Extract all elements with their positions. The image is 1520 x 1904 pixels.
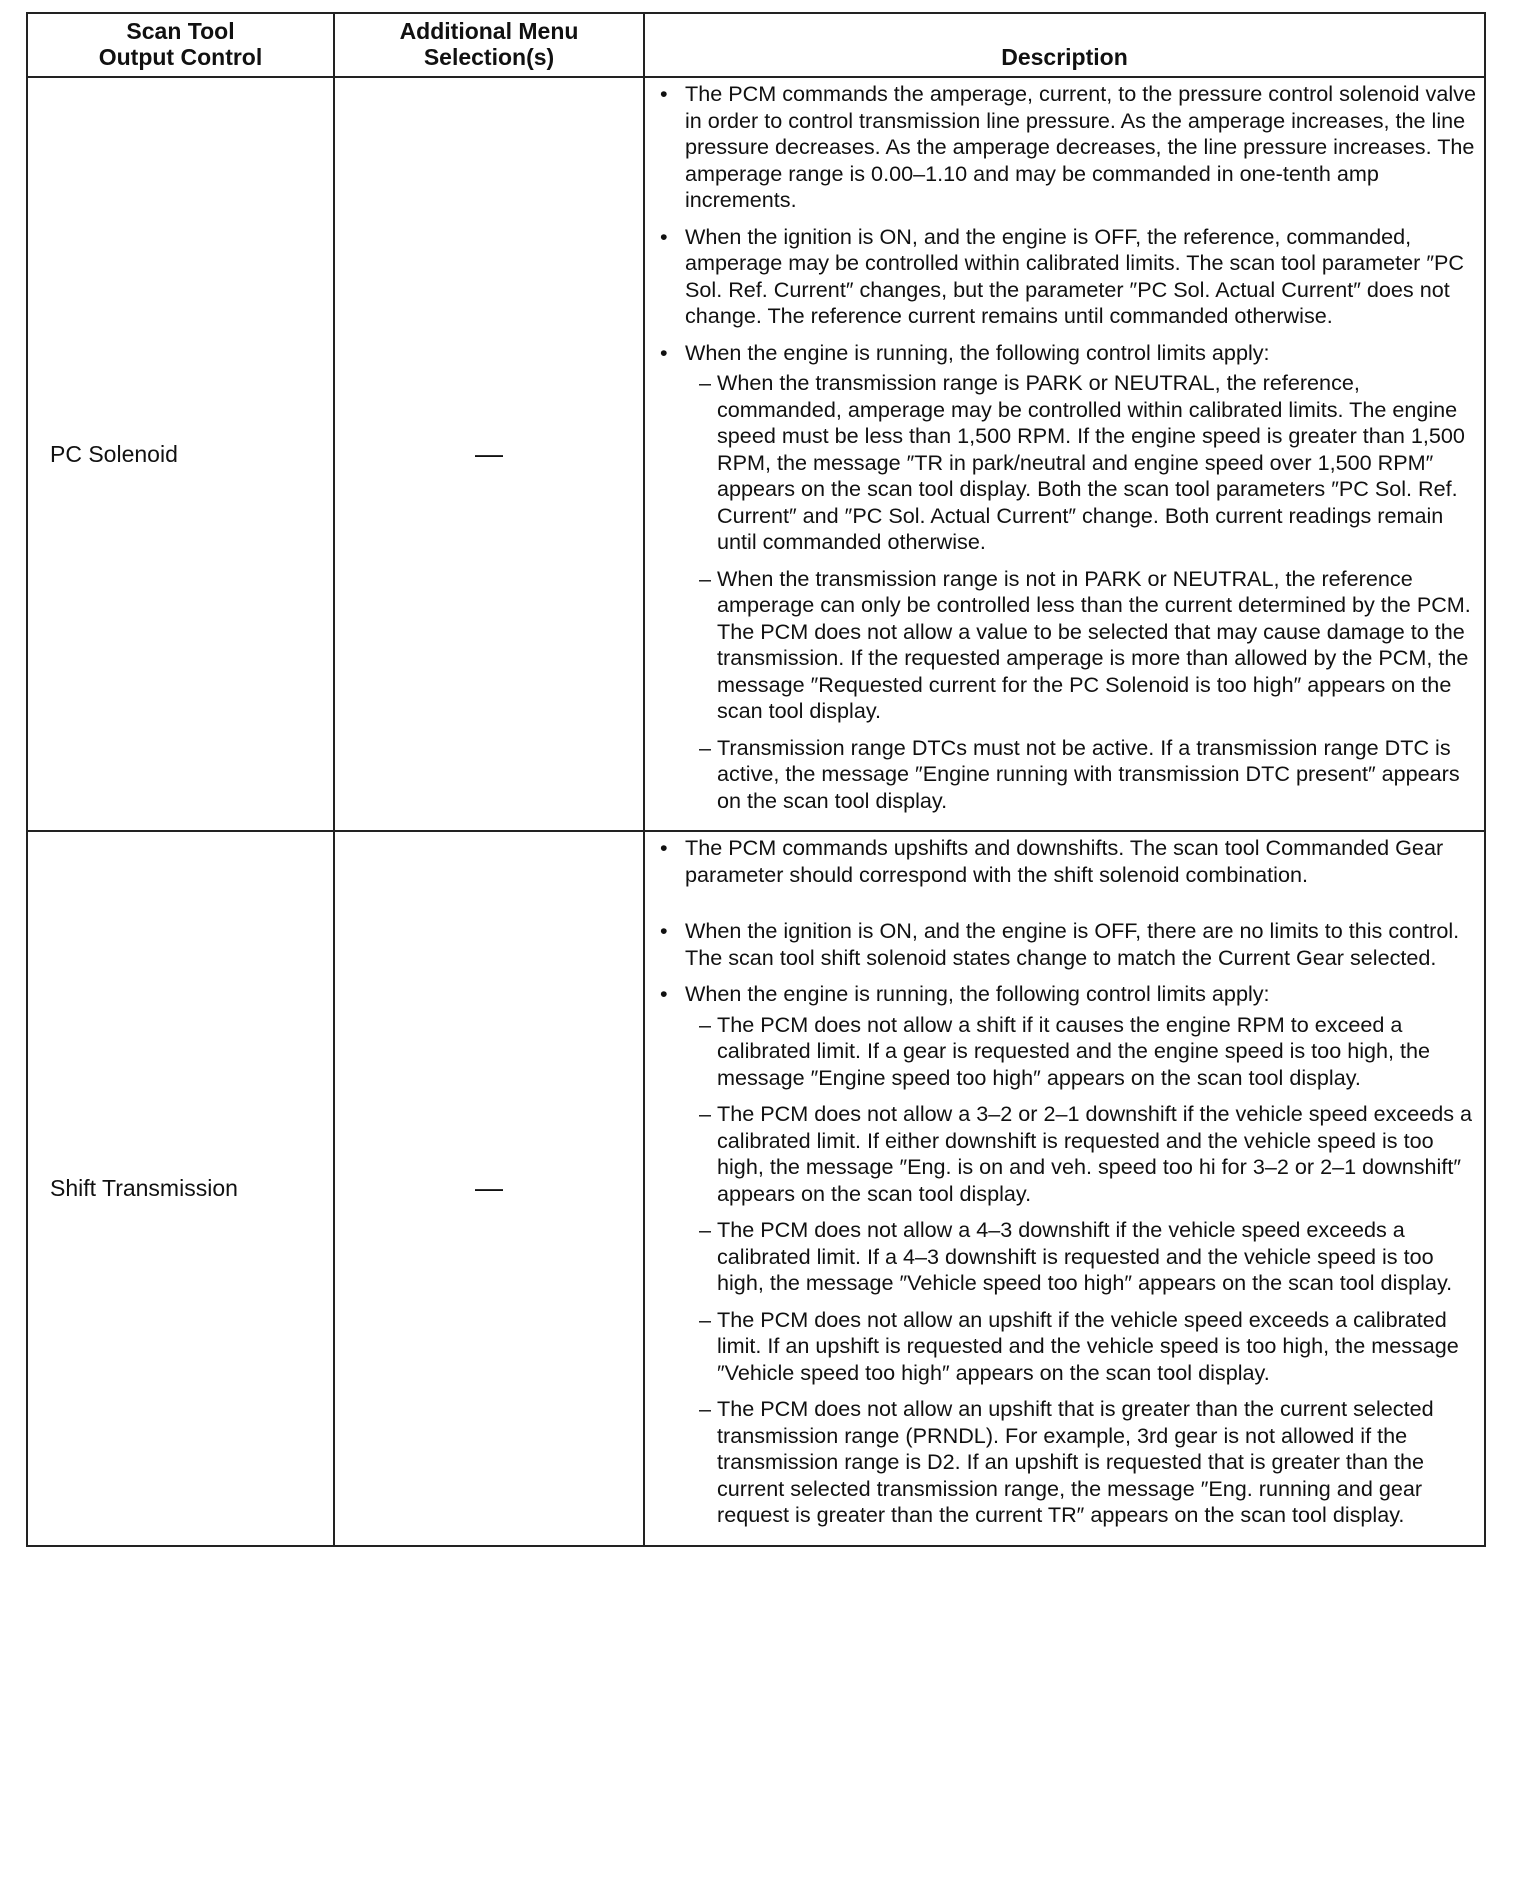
sub-item [699,1396,1478,1529]
sub-item-text: The PCM does not allow a 3–2 or 2–1 downshift if the vehicle speed exceeds a calibrated limit. If either downshift is requested and the vehicle speed is too high, the message ″Eng. is on and veh. speed too hi for 3–2 or 2–1 downshift″ appears on the scan tool display. [717,1101,1473,1206]
header-description-label: Description [1001,44,1128,70]
dash-mark: – [699,734,712,760]
bullet-mark: • [660,918,668,943]
bullet-text: When the engine is running, the following control limits apply: [685,981,1270,1006]
bullet-mark: • [660,981,668,1006]
sub-item [699,1217,1478,1297]
row-control-label: Shift Transmission [27,831,334,1546]
row-menu-selection: — [334,831,644,1546]
sub-item [699,1306,1478,1387]
header-description [644,13,1485,77]
scan-tool-output-table [26,12,1486,1547]
table-row-shift-transmission [27,831,1485,1546]
bullet-text: When the ignition is ON, and the engine is OFF, the reference, commanded, amperage may be controlled within calibrated limits. The scan tool parameter ″PC Sol. Ref. Current″ changes, but the parameter ″PC Sol. Actual Current″ does not change. The reference current remains until commanded otherwise. [685,223,1464,328]
dash-mark: – [699,1306,712,1332]
row-control-label: PC Solenoid [27,77,334,831]
bullet-item [660,981,1478,1529]
header-menu-selections-line1: Additional Menu [399,18,579,44]
bullet-mark: • [660,81,668,106]
row-menu-selection: — [334,77,644,831]
dash-mark: – [699,370,712,395]
sub-item [699,370,1478,556]
sub-item-text: Transmission range DTCs must not be active. If a transmission range DTC is active, the message ″Engine running with transmission DTC present″ appears on the scan tool display. [717,734,1460,813]
bullet-mark: • [660,339,668,365]
sub-item [699,1101,1478,1207]
sub-item [699,734,1478,815]
row-description [644,831,1485,1546]
row-description [644,77,1485,831]
header-output-control [27,13,334,77]
sub-item-text: The PCM does not allow a 4–3 downshift if the vehicle speed exceeds a calibrated limit. If a 4–3 downshift is requested and the vehicle speed is too high, the message ″Vehicle speed too high″ appears on the scan tool display. [717,1217,1453,1295]
bullet-text: When the ignition is ON, and the engine is OFF, there are no limits to this control. The scan tool shift solenoid states change to match the Current Gear selected. [685,918,1460,970]
dash-mark: – [699,1101,712,1126]
header-output-control-line2: Output Control [98,44,263,70]
sub-item [699,1011,1478,1092]
bullet-text: The PCM commands upshifts and downshifts. The scan tool Commanded Gear parameter should correspond with the shift solenoid combination. [685,835,1444,887]
bullet-item [660,223,1478,330]
header-output-control-line1: Scan Tool [126,18,235,44]
bullet-mark: • [660,835,668,860]
header-row [27,13,1485,77]
table-row-pc-solenoid [27,77,1485,831]
sub-item-text: The PCM does not allow an upshift if the vehicle speed exceeds a calibrated limit. If an upshift is requested and the vehicle speed is too high, the message ″Vehicle speed too high″ appears on the scan tool display. [717,1306,1459,1385]
sub-item-text: When the transmission range is PARK or NEUTRAL, the reference, commanded, amperage may be controlled within calibrated limits. The engine speed must be less than 1,500 RPM. If the engine speed is greater than 1,500 RPM, the message ″TR in park/neutral and engine speed over 1,500 RPM″ appears on the scan tool display. Both the scan tool parameters ″PC Sol. Ref. Current″ and ″PC Sol. Actual Current″ change. Both current readings remain until commanded otherwise. [717,370,1465,554]
bullet-item [660,81,1478,214]
header-menu-selections [334,13,644,77]
bullet-text: When the engine is running, the following control limits apply: [685,339,1270,365]
sub-item-text: The PCM does not allow a shift if it causes the engine RPM to exceed a calibrated limit. If a gear is requested and the engine speed is too high, the message ″Engine speed too high″ appears on the scan tool display. [717,1011,1431,1090]
bullet-mark: • [660,223,668,249]
sub-item-text: When the transmission range is not in PARK or NEUTRAL, the reference amperage can only be controlled less than the current determined by the PCM. The PCM does not allow a value to be selected that may cause damage to the transmission. If the requested amperage is more than allowed by the PCM, the message ″Requested current for the PC Solenoid is too high″ appears on the scan tool display. [717,565,1471,723]
dash-mark: – [699,1217,712,1242]
dash-mark: – [699,1011,712,1037]
bullet-item [660,339,1478,815]
bullet-text: The PCM commands the amperage, current, to the pressure control solenoid valve in order to control transmission line pressure. As the amperage increases, the line pressure decreases. As the amperage decreases, the line pressure increases. The amperage range is 0.00–1.10 and may be commanded in one-tenth amp increments. [685,81,1476,212]
dash-mark: – [699,1396,712,1421]
bullet-item [660,835,1478,888]
sub-item [699,565,1478,725]
header-menu-selections-line2: Selection(s) [423,44,555,70]
dash-mark: – [699,565,712,591]
sub-item-text: The PCM does not allow an upshift that is greater than the current selected transmission range (PRNDL). For example, 3rd gear is not allowed if the transmission range is D2. If an upshift is requested that is greater than the current selected transmission range, the message ″Eng. running and gear request is greater than the current TR″ appears on the scan tool display. [717,1396,1434,1527]
bullet-item [660,918,1478,971]
